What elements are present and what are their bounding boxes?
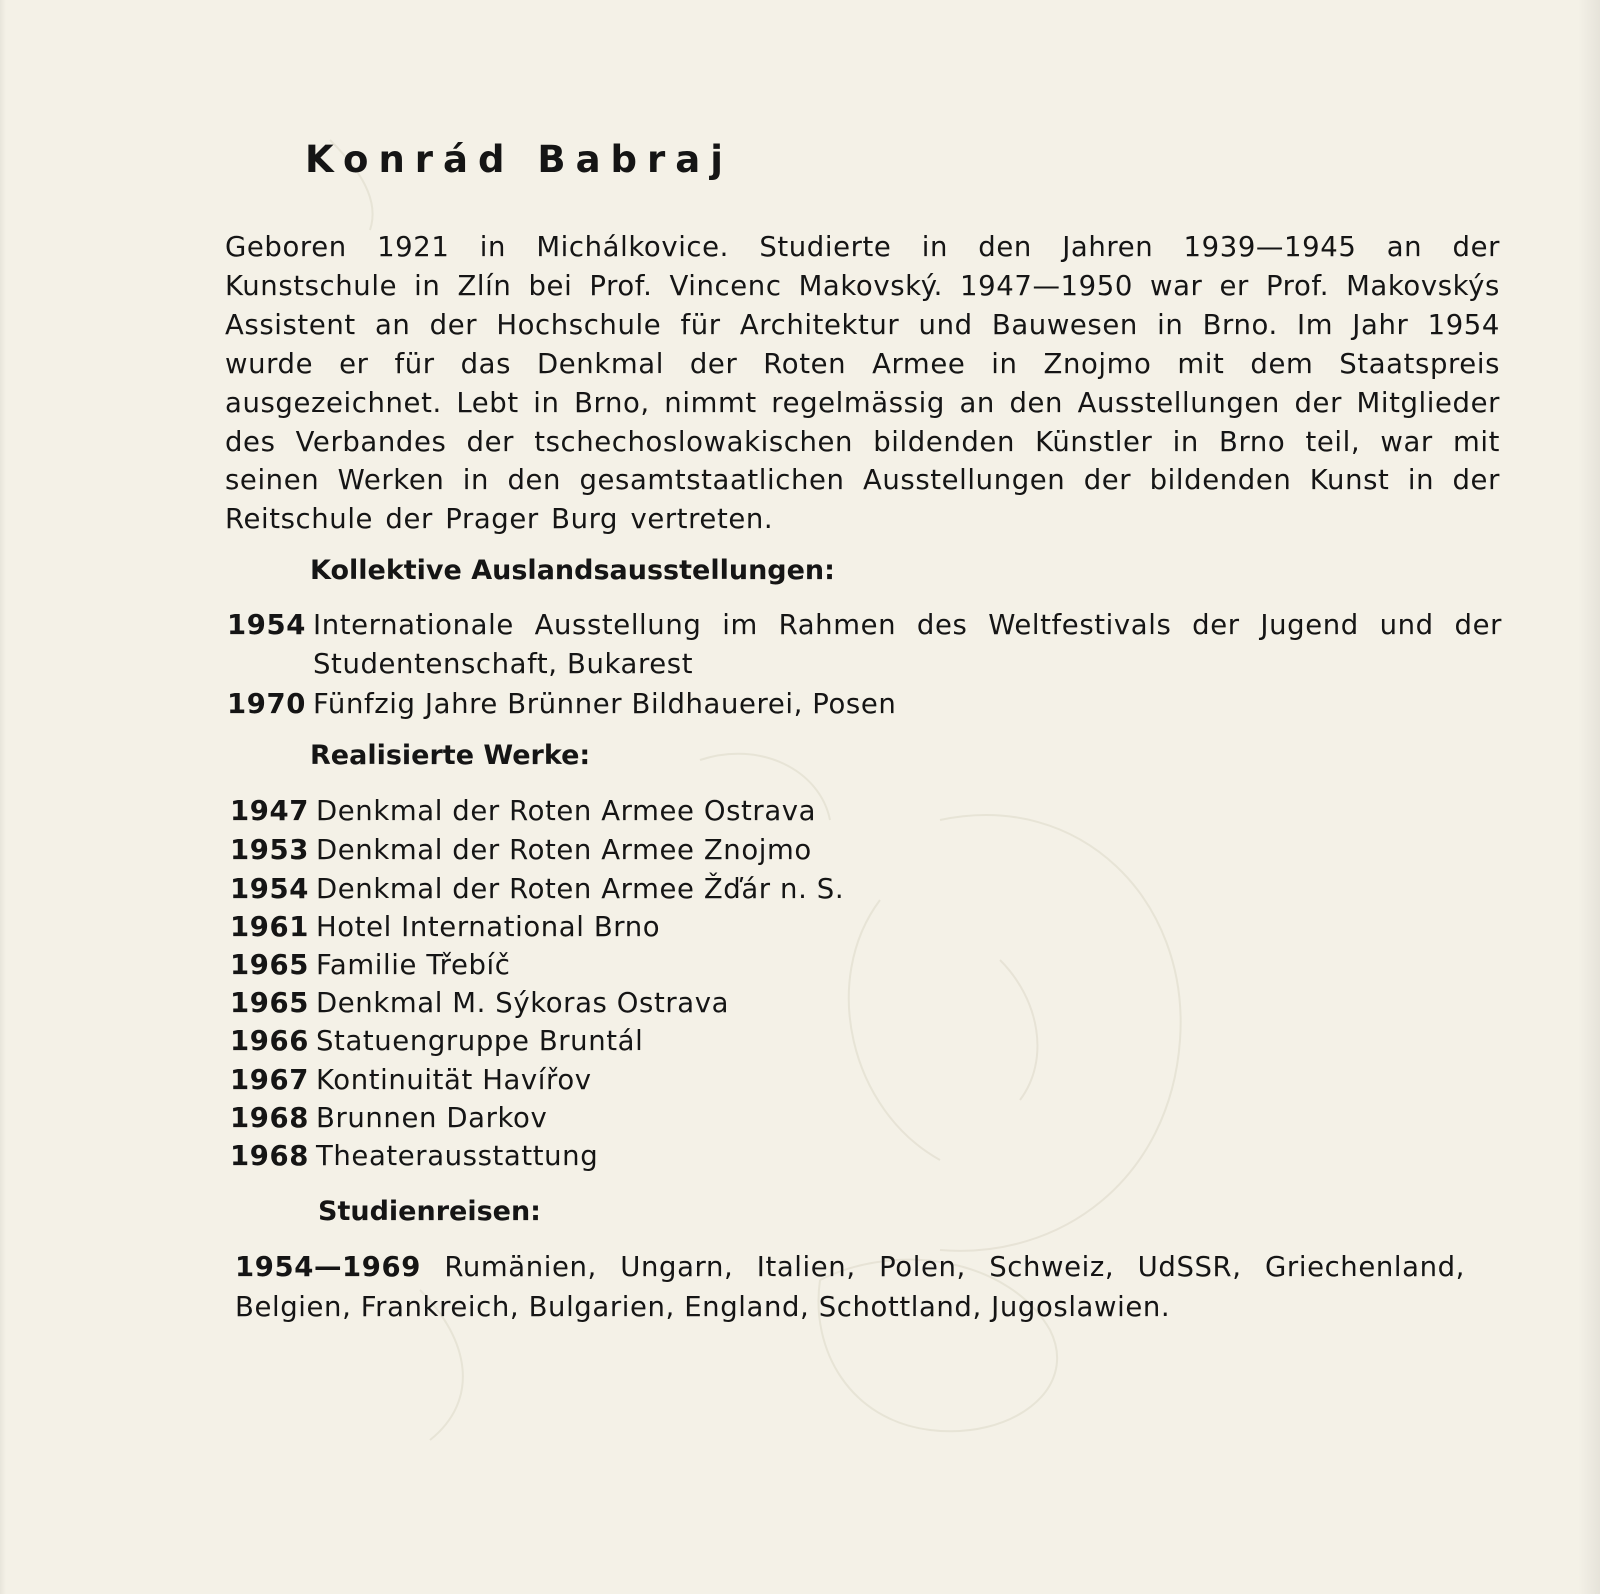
travels-years: 1954—1969	[235, 1251, 421, 1283]
list-item	[230, 792, 1230, 831]
entry-year: 1968	[230, 1102, 309, 1134]
entry-text: Denkmal der Roten Armee Ostrava	[316, 795, 817, 827]
list-item	[227, 685, 1502, 724]
entry-text: Fünfzig Jahre Brünner Bildhauerei, Posen	[313, 688, 897, 720]
exhibitions-heading: Kollektive Auslandsausstellungen:	[310, 555, 835, 586]
entry-year: 1954	[230, 873, 309, 905]
entry-year: 1966	[230, 1025, 309, 1057]
entry-text: Hotel International Brno	[316, 911, 661, 943]
entry-text: Denkmal der Roten Armee Znojmo	[316, 834, 812, 866]
list-item	[230, 1022, 1230, 1061]
biography-paragraph: Geboren 1921 in Michálkovice. Studierte in den Jahren 1939—1945 an der Kunstschule in Zlín bei Prof. Vincenc Makovský. 1947—1950 war er Prof. Makovskýs Assistent an der Hochschule für Architektur und Bauwesen in Brno. Im Jahr 1954 wurde er für das Denkmal der Roten Armee in Znojmo mit dem Staatspreis ausgezeichnet. Lebt in Brno, nimmt regelmässig an den Ausstellungen der Mitglieder des Verbandes der tschechoslowakischen bildenden Künstler in Brno teil, war mit seinen Werken in den gesamtstaatlichen Ausstellungen der bildenden Kunst in der Reitschule der Prager Burg vertreten.	[225, 231, 1500, 536]
travels-heading: Studienreisen:	[318, 1196, 541, 1227]
entry-year: 1968	[230, 1140, 309, 1172]
list-item	[230, 870, 1230, 909]
travels-paragraph	[235, 1248, 1465, 1327]
works-heading: Realisierte Werke:	[310, 740, 591, 771]
entry-text: Theaterausstattung	[316, 1140, 599, 1172]
entry-text: Denkmal M. Sýkoras Ostrava	[316, 987, 730, 1019]
entry-year: 1967	[230, 1064, 309, 1096]
entry-text: Denkmal der Roten Armee Žďár n. S.	[316, 873, 845, 905]
list-item	[227, 606, 1502, 684]
list-item	[230, 1061, 1230, 1100]
page-edge-shadow	[0, 0, 6, 1594]
entry-text: Kontinuität Havířov	[316, 1064, 592, 1096]
entry-year: 1954	[227, 609, 306, 641]
entry-year: 1961	[230, 911, 309, 943]
entry-text: Familie Třebíč	[316, 949, 511, 981]
entry-text: Internationale Ausstellung im Rahmen des Weltfestivals der Jugend und der Studentenschaft, Bukarest	[313, 609, 1502, 680]
entry-year: 1953	[230, 834, 309, 866]
travels-countries: Rumänien, Ungarn, Italien, Polen, Schweiz, UdSSR, Griechenland, Belgien, Frankreich, Bulgarien, England, Schottland, Jugoslawien.	[235, 1251, 1466, 1323]
entry-year: 1965	[230, 949, 309, 981]
list-item	[230, 946, 1230, 985]
entry-text: Statuengruppe Bruntál	[316, 1025, 644, 1057]
list-item	[230, 984, 1230, 1023]
list-item	[230, 1099, 1230, 1138]
list-item	[230, 1137, 1230, 1176]
list-item	[230, 908, 1230, 947]
spine-shadow	[1578, 0, 1600, 1594]
entry-year: 1947	[230, 795, 309, 827]
list-item	[230, 831, 1230, 870]
entry-year: 1965	[230, 987, 309, 1019]
entry-year: 1970	[227, 688, 306, 720]
entry-text: Brunnen Darkov	[316, 1102, 548, 1134]
page-title: Konrád Babraj	[305, 138, 733, 181]
